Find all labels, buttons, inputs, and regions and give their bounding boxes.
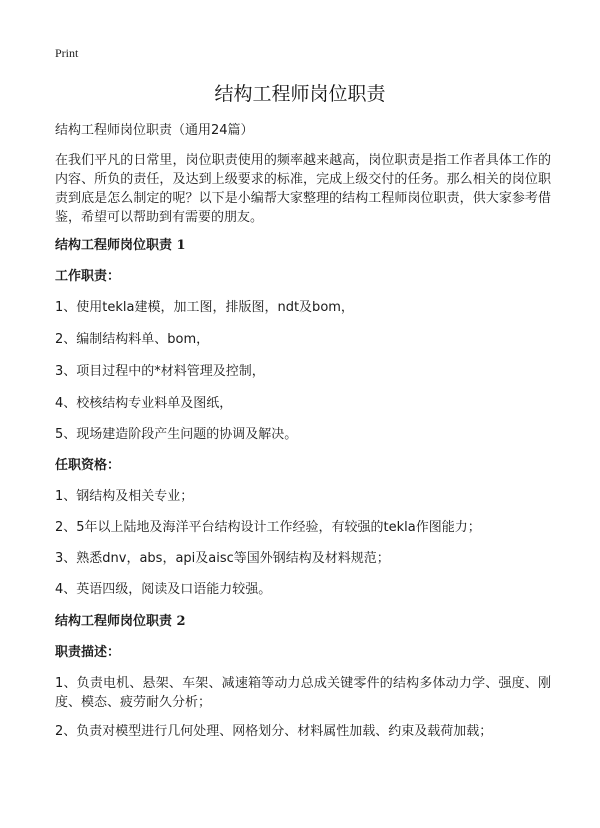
list-item: 4、英语四级，阅读及口语能力较强。 bbox=[55, 582, 272, 597]
section-heading-1: 结构工程师岗位职责 1 bbox=[55, 238, 186, 253]
list-item: 3、项目过程中的*材料管理及控制， bbox=[55, 364, 265, 379]
page-title: 结构工程师岗位职责 bbox=[214, 83, 386, 105]
list-item: 1、钢结构及相关专业； bbox=[55, 489, 194, 504]
document-subtitle: 结构工程师岗位职责（通用24篇） bbox=[55, 123, 254, 138]
list-item: 3、熟悉dnv，abs，api及aisc等国外钢结构及材料规范； bbox=[55, 551, 390, 566]
list-item: 1、负责电机、悬架、车架、减速箱等动力总成关键零件的结构多体动力学、强度、刚度、模态、疲劳耐久分析； bbox=[55, 676, 551, 710]
qualifications-heading: 任职资格： bbox=[55, 458, 121, 473]
list-item: 1、使用tekla建模，加工图，排版图，ndt及bom， bbox=[55, 300, 354, 315]
list-item: 2、5年以上陆地及海洋平台结构设计工作经验，有较强的tekla作图能力； bbox=[55, 520, 481, 535]
intro-paragraph: 在我们平凡的日常里，岗位职责使用的频率越来越高，岗位职责是指工作者具体工作的内容、所负的责任，及达到上级要求的标准，完成上级交付的任务。那么相关的岗位职责到底是怎么制定的呢？以下是小编帮大家整理的结构工程师岗位职责，供大家参考借鉴，希望可以帮助到有需要的朋友。 bbox=[55, 153, 551, 225]
list-item: 4、校核结构专业料单及图纸， bbox=[55, 396, 233, 411]
list-item: 2、编制结构料单、bom， bbox=[55, 332, 210, 347]
print-label: Print bbox=[55, 46, 79, 60]
list-item: 2、负责对模型进行几何处理、网格划分、材料属性加载、约束及载荷加载； bbox=[55, 724, 493, 739]
list-item: 5、现场建造阶段产生问题的协调及解决。 bbox=[55, 427, 298, 442]
job-description-heading: 职责描述： bbox=[55, 645, 121, 660]
work-duties-heading: 工作职责： bbox=[55, 269, 121, 284]
section-heading-2: 结构工程师岗位职责 2 bbox=[55, 614, 186, 629]
